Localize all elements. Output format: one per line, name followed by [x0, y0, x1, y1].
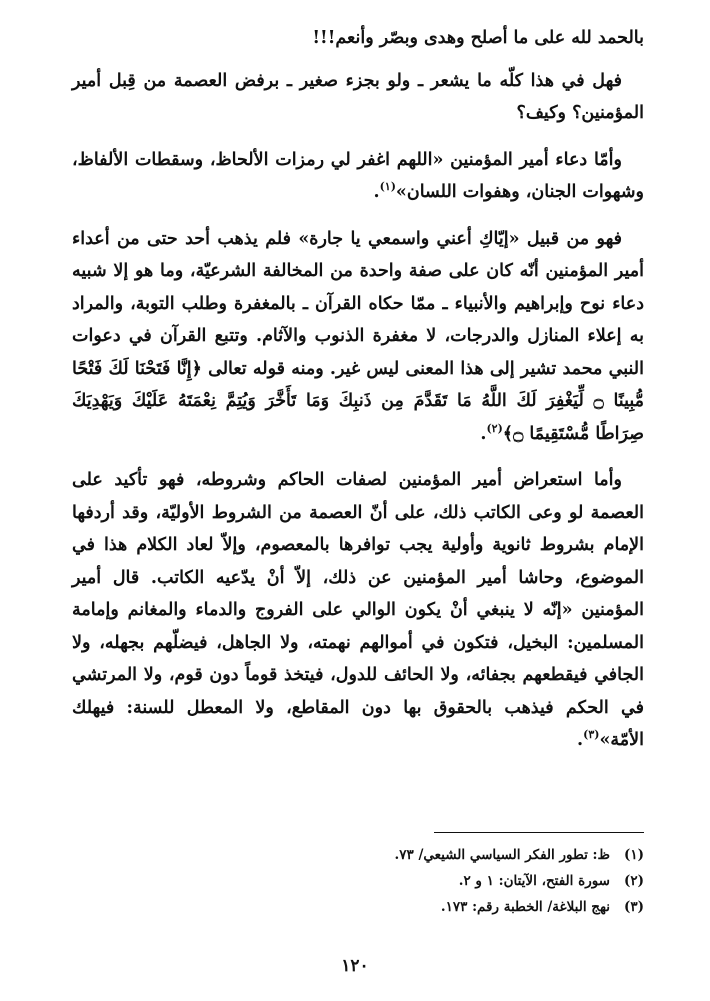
footnote-2 — [72, 868, 644, 894]
paragraph-5 — [72, 464, 644, 757]
footnote-number: (١) — [623, 847, 644, 863]
footnote-ref-2[interactable]: (٢) — [486, 421, 503, 435]
footnote-text: سورة الفتح، الآيتان: ١ و ٢. — [458, 873, 610, 889]
paragraph-1 — [72, 22, 644, 55]
paragraph-3-text: وأمّا دعاء أمير المؤمنين «اللهم اغفر لي رمزات الألحاظ، وسقطات الألفاظ، وشهوات الجنان، وهفوات اللسان» — [72, 149, 644, 202]
footnote-number: (٣) — [623, 899, 644, 915]
footnotes — [72, 842, 644, 920]
paragraph-3 — [72, 144, 644, 209]
page-number: ١٢٠ — [341, 956, 369, 976]
paragraph-5-text: وأما استعراض أمير المؤمنين لصفات الحاكم وشروطه، فهو تأكيد على العصمة لو وعى الكاتب ذلك، على أنّ العصمة من الشروط الأوليّة، وقد أردفها الإمام بشروط ثانوية وأولية يجب توافرها بالمعصوم، وإلاّ لعاد الكلام هذا في الموضوع، وحاشا أمير المؤمنين عن ذلك، إلاّ أنْ يدّعيه الكاتب. قال أمير المؤمنين «إنّه لا ينبغي أنْ يكون الوالي على الفروج والدماء والمغانم وإمامة المسلمين: البخيل، فتكون في أموالهم نهمته، ولا الجاهل، فيضلّهم بجهله، ولا الجافي فيقطعهم بجفائه، ولا الحائف للدول، فيتخذ قوماً دون قوم، ولا المرتشي في الحكم فيذهب بالحقوق بها دون المقاطع، ولا المعطل للسنة: فيهلك الأمّة» — [72, 470, 644, 750]
page-body — [72, 22, 644, 771]
paragraph-1-text: بالحمد لله على ما أصلح وهدى وبصّر وأنعم!!! — [312, 28, 644, 48]
paragraph-5-end: . — [577, 730, 584, 750]
quran-verse: ﴿إِنَّا فَتَحْنَا لَكَ فَتْحًا مُّبِينًا ۝ لِّيَغْفِرَ لَكَ اللَّهُ مَا تَقَدَّمَ مِن ذَنبِكَ وَمَا تَأَخَّرَ وَيُتِمَّ نِعْمَتَهُ عَلَيْكَ وَيَهْدِيَكَ صِرَاطًا مُّسْتَقِيمًا ۝﴾ — [72, 358, 645, 444]
footnote-ref-1[interactable]: (١) — [379, 180, 396, 194]
footnote-divider — [434, 832, 644, 833]
footnote-text: ظ: تطور الفكر السياسي الشيعي/ ٧٣. — [394, 847, 610, 863]
footnote-3 — [72, 894, 644, 920]
paragraph-4-end: . — [480, 423, 487, 444]
paragraph-4-text: فهو من قبيل «إيّاكِ أعني واسمعي يا جارة» فلم يذهب أحد حتى من أعداء أمير المؤمنين أنّه كان على صفة واحدة من المخالفة الشرعيّة، وما هو إلا شبيه دعاء نوح وإبراهيم والأنبياء ـ ممّا حكاه القرآن ـ بالمغفرة وطلب التوبة، والمراد به إعلاء المنازل والدرجات، لا مغفرة الذنوب والآثام. وتتبع القرآن في دعوات النبي محمد تشير إلى هذا المعنى ليس غير. ومنه قوله تعالى — [72, 228, 644, 379]
footnote-number: (٢) — [623, 873, 644, 889]
footnote-ref-3[interactable]: (٣) — [583, 728, 600, 742]
paragraph-2-text: فهل في هذا كلّه ما يشعر ـ ولو بجزء صغير ـ برفض العصمة من قِبل أمير المؤمنين؟ وكيف؟ — [72, 70, 644, 123]
paragraph-4 — [72, 223, 644, 451]
paragraph-2 — [72, 65, 644, 130]
footnote-text: نهج البلاغة/ الخطبة رقم: ١٧٣. — [440, 899, 610, 915]
footnote-1 — [72, 842, 644, 868]
paragraph-3-end: . — [373, 182, 380, 202]
